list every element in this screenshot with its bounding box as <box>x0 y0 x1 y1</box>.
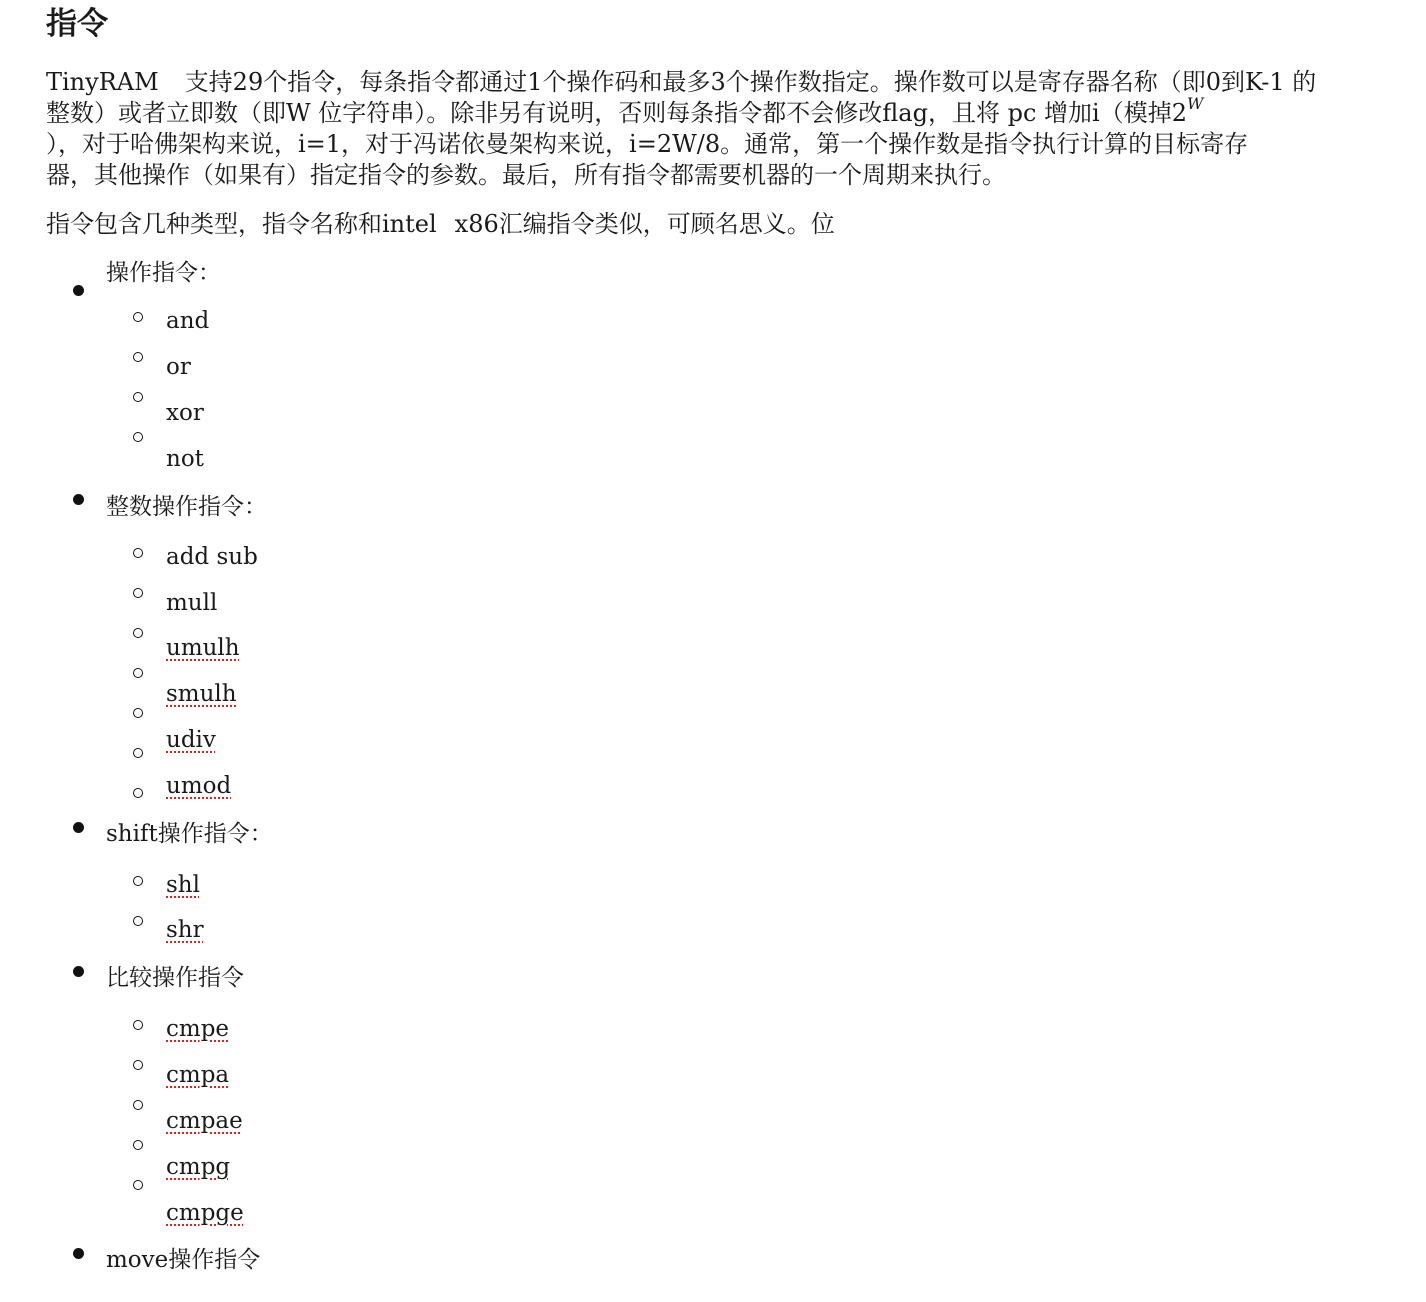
sub-bullet-icon <box>133 748 143 758</box>
list-item: cmpe <box>166 1016 230 1042</box>
list-item: umod <box>166 773 232 799</box>
sub-bullet-icon <box>133 876 143 886</box>
list-item: cmpge <box>166 1200 244 1226</box>
sub-bullet-icon <box>133 548 143 558</box>
group-label-compare: 比较操作指令 <box>106 965 244 991</box>
list-item: shr <box>166 917 204 943</box>
list-item: cmpg <box>166 1154 231 1180</box>
list-item: mull <box>166 590 218 616</box>
sub-bullet-icon <box>133 1180 143 1190</box>
sub-bullet-icon <box>133 628 143 638</box>
tinyram-term: TinyRAM <box>46 68 159 96</box>
sub-bullet-icon <box>133 916 143 926</box>
list-item: cmpa <box>166 1062 230 1088</box>
bullet-icon <box>73 966 84 977</box>
group-label-move: move操作指令 <box>106 1247 261 1273</box>
sub-bullet-icon <box>133 352 143 362</box>
intro-line-4: 器，其他操作（如果有）指定指令的参数。最后，所有指令都需要机器的一个周期来执行。 <box>46 161 1006 189</box>
sub-bullet-icon <box>133 392 143 402</box>
categories-intro-b: x86汇编指令类似，可顾名思义。位 <box>454 210 835 238</box>
bullet-icon <box>73 1248 84 1259</box>
bullet-icon <box>73 822 84 833</box>
sub-bullet-icon <box>133 432 143 442</box>
sub-bullet-icon <box>133 788 143 798</box>
sub-bullet-icon <box>133 668 143 678</box>
sub-bullet-icon <box>133 1100 143 1110</box>
intro-line-1 <box>46 67 1346 98</box>
sub-bullet-icon <box>133 1140 143 1150</box>
sub-bullet-icon <box>133 708 143 718</box>
sub-bullet-icon <box>133 312 143 322</box>
list-item: or <box>166 354 191 380</box>
list-item: smulh <box>166 681 237 707</box>
list-item: shl <box>166 872 200 898</box>
sub-bullet-icon <box>133 588 143 598</box>
list-item: and <box>166 308 210 334</box>
intro-line-3: ），对于哈佛架构来说，i=1，对于冯诺依曼架构来说，i=2W/8。通常，第一个操作数是指令执行计算的目标寄存 <box>46 130 1249 158</box>
list-item: xor <box>166 400 204 426</box>
bullet-icon <box>73 285 84 296</box>
group-label-integer: 整数操作指令： <box>106 494 267 520</box>
group-label-shift: shift操作指令： <box>106 821 273 847</box>
list-item: udiv <box>166 727 216 753</box>
sub-bullet-icon <box>133 1060 143 1070</box>
page-title: 指令 <box>46 6 108 42</box>
bullet-icon <box>73 494 84 505</box>
intro-line-1-text: 支持29个指令，每条指令都通过1个操作码和最多3个操作数指定。操作数可以是寄存器名称（即0到K-1 的 <box>184 68 1317 96</box>
list-item: umulh <box>166 635 240 661</box>
list-item: cmpae <box>166 1108 243 1134</box>
list-item: not <box>166 446 204 472</box>
intro-paragraph <box>46 67 1346 191</box>
categories-intro <box>46 209 1346 240</box>
group-label-logic: 操作指令： <box>106 260 221 286</box>
intro-line-2-text: 整数）或者立即数（即W 位字符串）。除非另有说明，否则每条指令都不会修改flag，且将 pc 增加i（模掉2 <box>46 99 1187 127</box>
intro-line-2 <box>46 94 1346 129</box>
sub-bullet-icon <box>133 1020 143 1030</box>
list-item: add sub <box>166 544 258 570</box>
exponent-w: W <box>1186 94 1204 113</box>
categories-intro-a: 指令包含几种类型，指令名称和intel <box>46 210 437 238</box>
